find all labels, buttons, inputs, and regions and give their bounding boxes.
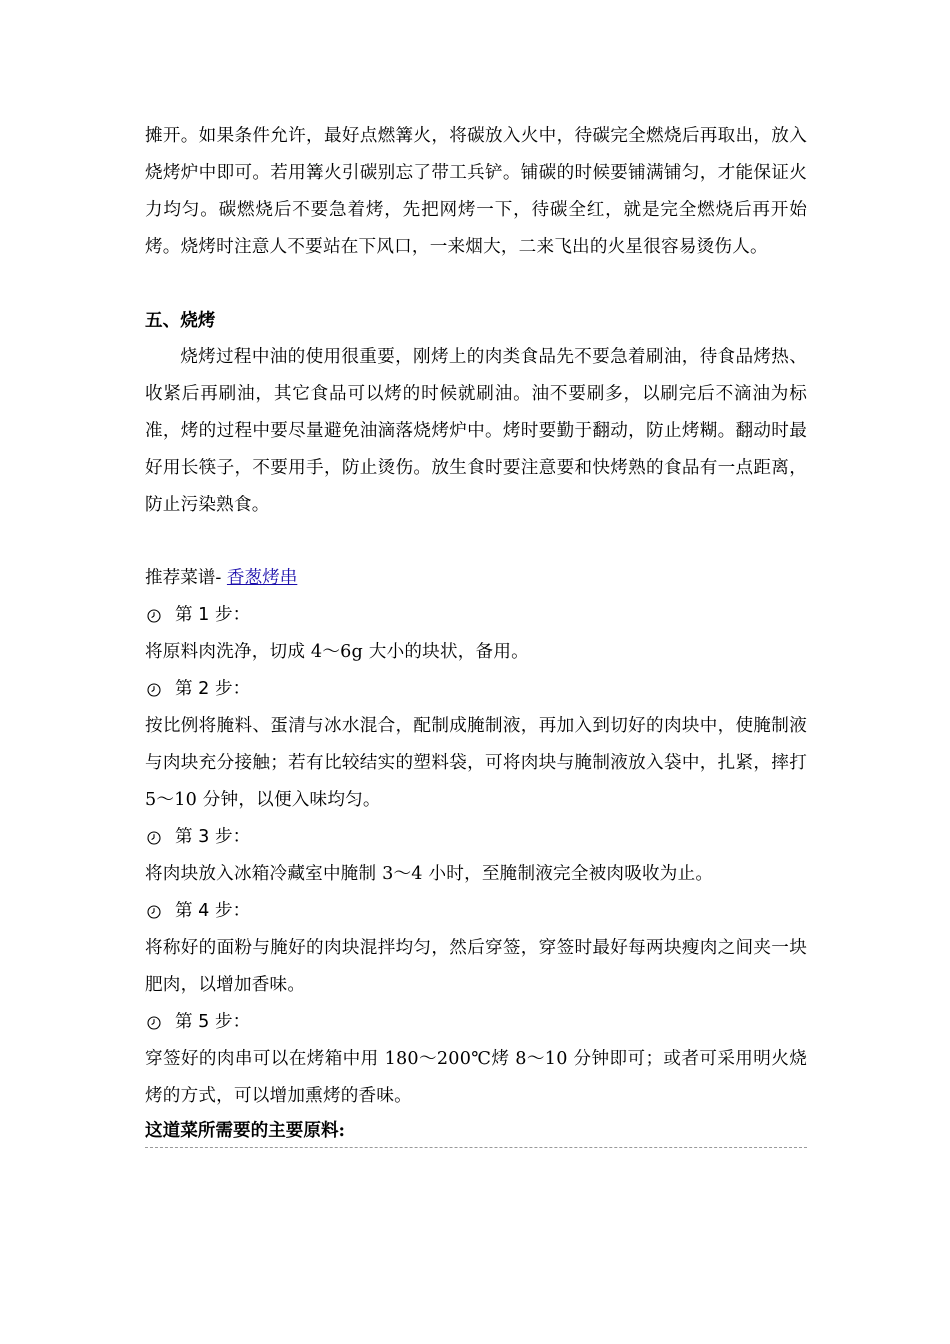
section-paragraph-bbq: 烧烤过程中油的使用很重要，刚烤上的肉类食品先不要急着刷油，待食品烤热、收紧后再刷油，其它食品可以烤的时候就刷油。油不要刷多，以刷完后不滴油为标准，烤的过程中要尽量避免油滴落烧烤炉中。烤时要勤于翻动，防止烤糊。翻动时最好用长筷子，不要用手，防止烫伤。放生食时要注意要和快烤熟的食品有一点距离，防止污染熟食。: [145, 347, 807, 515]
step-label: 第 5 步：: [175, 1012, 251, 1032]
recipe-prefix: 推荐菜谱-: [145, 568, 222, 588]
step-1: [145, 597, 807, 671]
step-text: 将原料肉洗净，切成 4～6g 大小的块状，备用。: [145, 642, 529, 662]
step-label: 第 3 步：: [175, 827, 251, 847]
step-label-line: [145, 597, 807, 634]
recommended-recipe: [145, 560, 807, 597]
clock-icon: [147, 683, 161, 697]
step-5: [145, 1004, 807, 1115]
clock-icon: [147, 831, 161, 845]
step-text: 按比例将腌料、蛋清与冰水混合，配制成腌制液，再加入到切好的肉块中，使腌制液与肉块充分接触；若有比较结实的塑料袋，可将肉块与腌制液放入袋中，扎紧，摔打 5～10 分钟，以便入味均匀。: [145, 716, 807, 810]
step-text: 将肉块放入冰箱冷藏室中腌制 3～4 小时，至腌制液完全被肉吸收为止。: [145, 864, 714, 884]
step-label: 第 4 步：: [175, 901, 251, 921]
step-label-line: [145, 893, 807, 930]
step-label: 第 1 步：: [175, 605, 251, 625]
recipe-link[interactable]: 香葱烤串: [226, 568, 298, 588]
step-label: 第 2 步：: [175, 679, 251, 699]
step-text: 将称好的面粉与腌好的肉块混拌均匀，然后穿签，穿签时最好每两块瘦肉之间夹一块肥肉，以增加香味。: [145, 938, 807, 995]
clock-icon: [147, 1016, 161, 1030]
intro-paragraph: 摊开。如果条件允许，最好点燃篝火，将碳放入火中，待碳完全燃烧后再取出，放入烧烤炉中即可。若用篝火引碳别忘了带工兵铲。铺碳的时候要铺满铺匀，才能保证火力均匀。碳燃烧后不要急着烤，先把网烤一下，待碳全红，就是完全燃烧后再开始烤。烧烤时注意人不要站在下风口，一来烟大，二来飞出的火星很容易烫伤人。: [145, 126, 807, 257]
step-text: 穿签好的肉串可以在烤箱中用 180～200℃烤 8～10 分钟即可；或者可采用明火烧烤的方式，可以增加熏烤的香味。: [145, 1049, 807, 1106]
clock-icon: [147, 905, 161, 919]
step-label-line: [145, 1004, 807, 1041]
step-2: [145, 671, 807, 819]
step-label-line: [145, 671, 807, 708]
ingredients-title: 这道菜所需要的主要原料:: [145, 1115, 807, 1148]
step-3: [145, 819, 807, 893]
document-content: [145, 118, 807, 1148]
clock-icon: [147, 609, 161, 623]
step-4: [145, 893, 807, 1004]
step-label-line: [145, 819, 807, 856]
section-heading-bbq: 五、烧烤: [145, 310, 216, 331]
